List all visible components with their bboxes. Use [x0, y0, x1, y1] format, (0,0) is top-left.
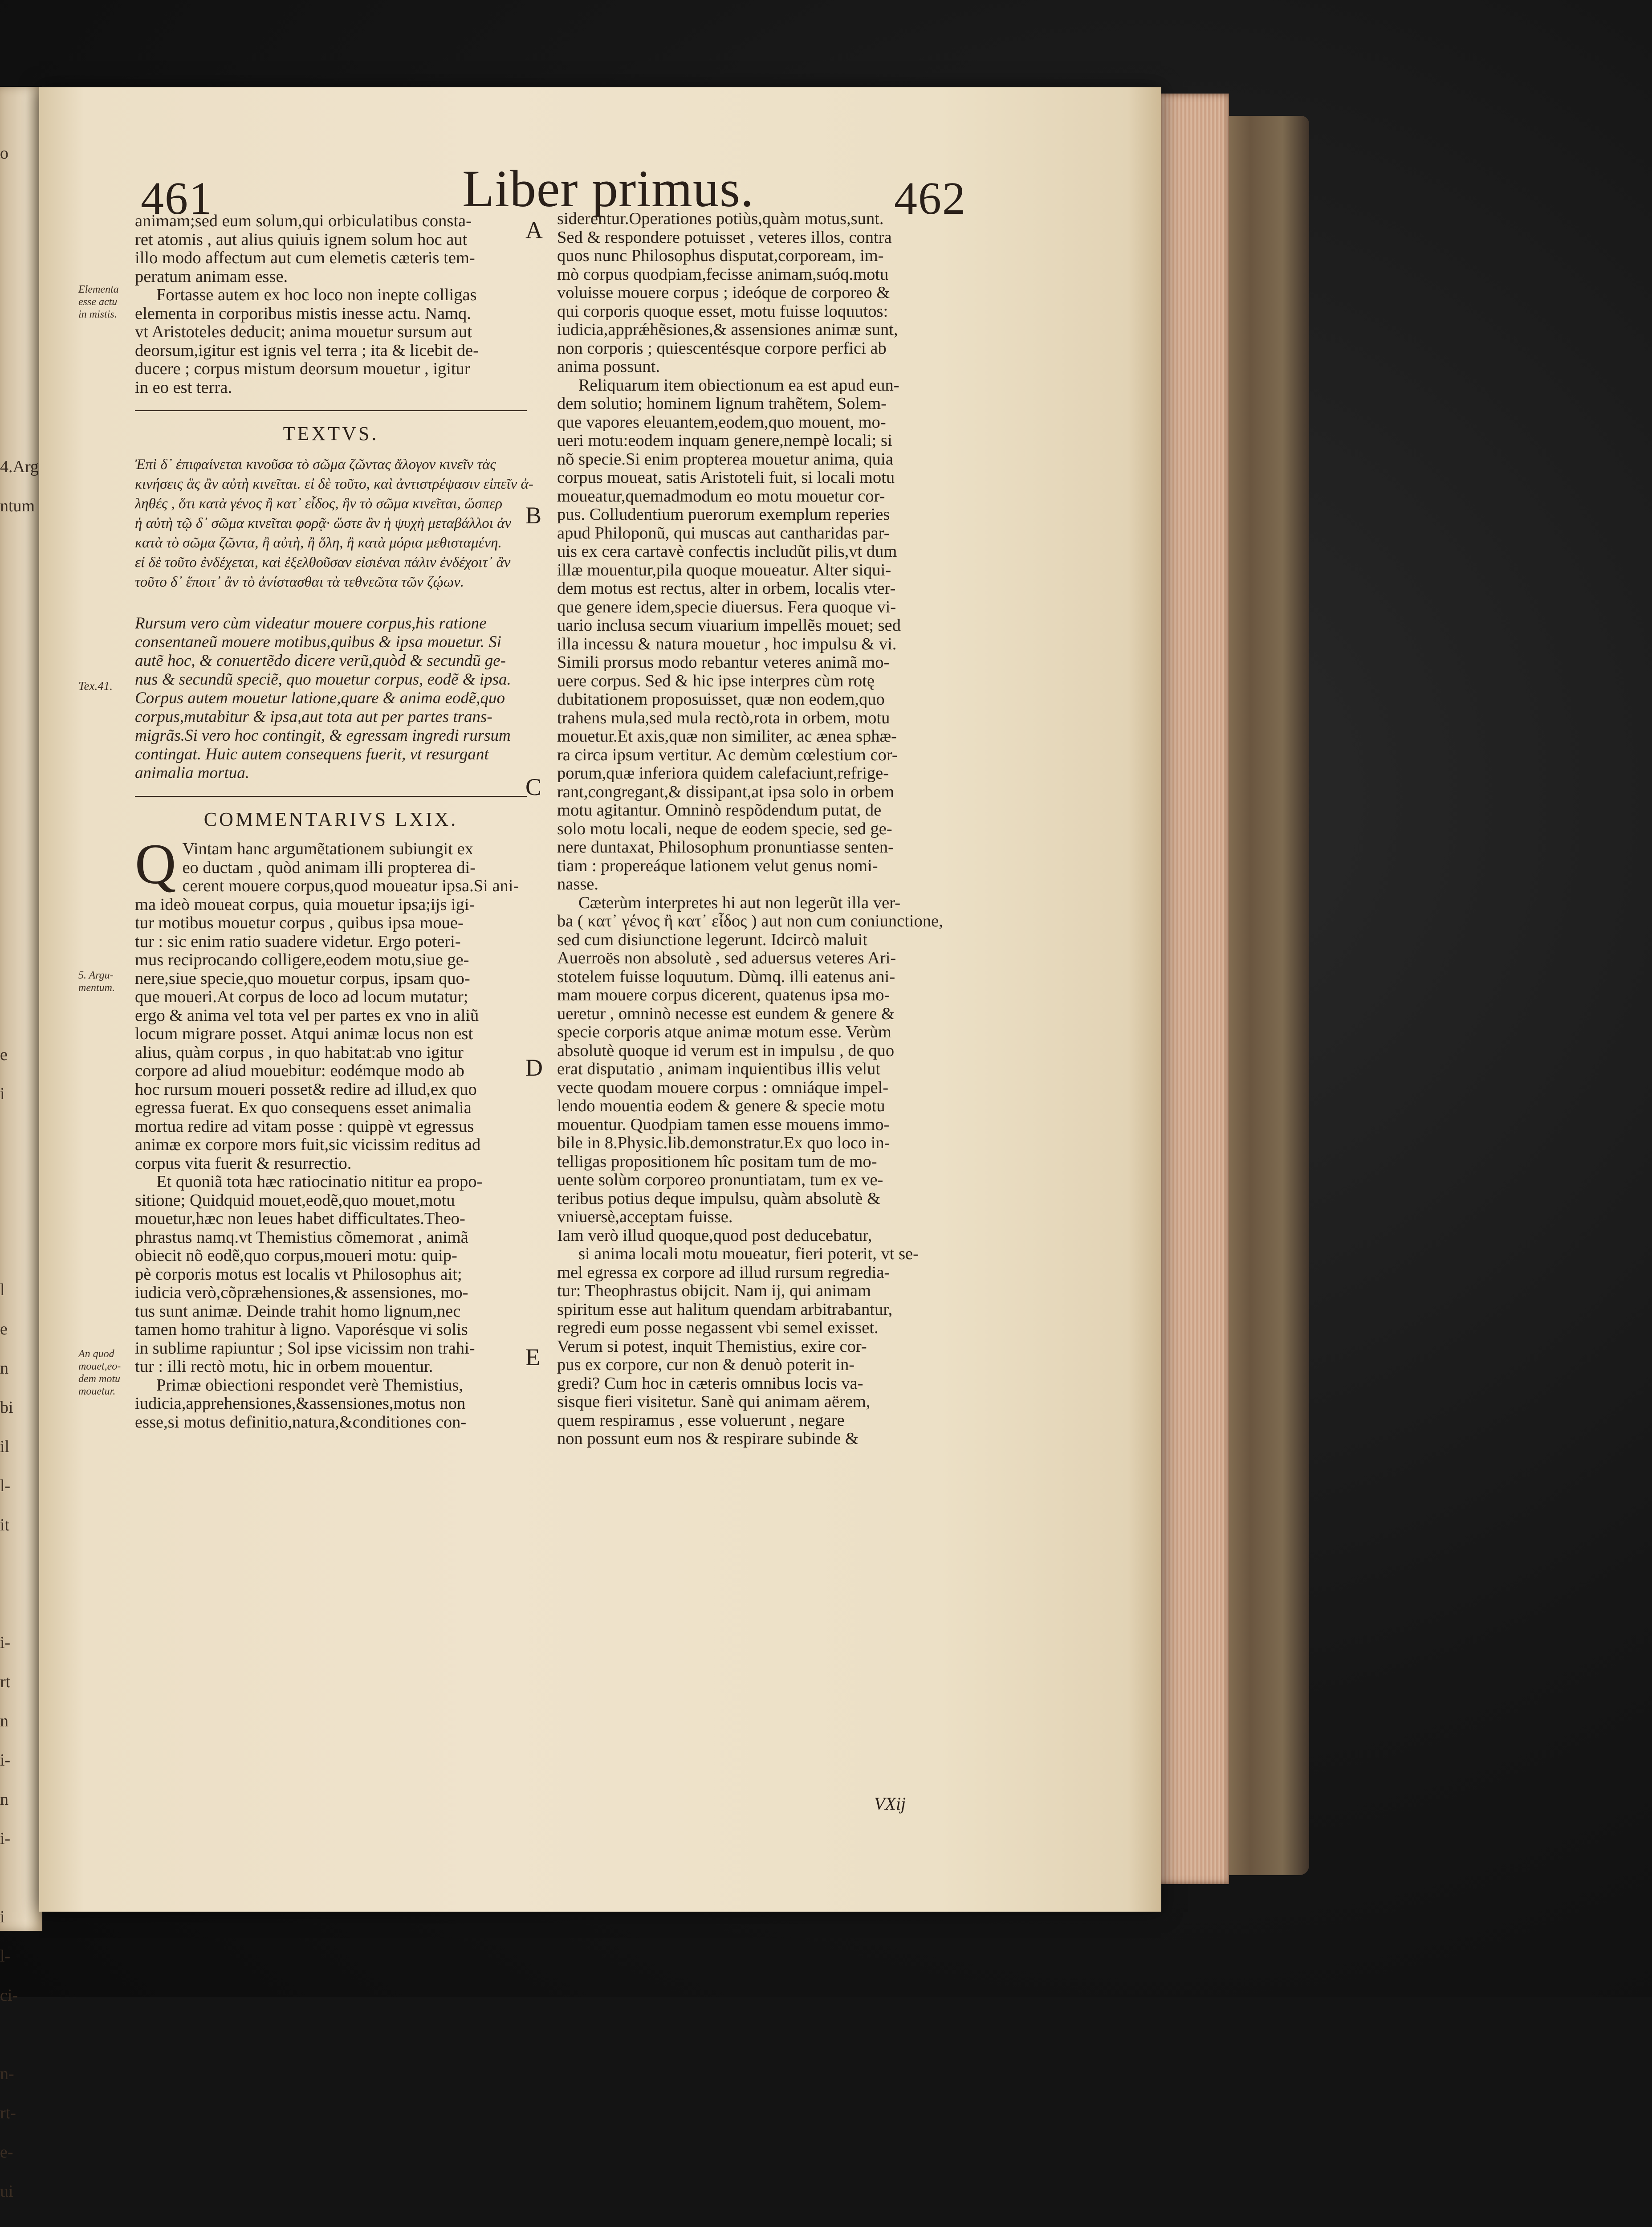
margin-note-line: dem motu: [78, 1373, 120, 1385]
text-line: hoc rursum moueri posset& redire ad illud,ex quo: [135, 1080, 477, 1099]
text-line: Auerroës non absolutè , sed aduersus veteres Ari-: [557, 949, 896, 967]
opening-paragraph: [135, 212, 580, 286]
text-line: tur : sic enim ratio suadere videtur. Ergo poteri-: [135, 932, 461, 951]
text-line: Et quoniã tota hæc ratiocinatio nititur ea propo-: [156, 1172, 483, 1191]
text-line: κινήσεις ἃς ἂν αὐτὴ κινεῖται. εἰ δὲ τοῦτο, καὶ ἀντιστρέψασιν εἰπεῖν ἀ-: [135, 476, 533, 492]
margin-fragment: bi: [0, 1398, 13, 1417]
text-line: gredi? Cum hoc in cæteris omnibus locis va-: [557, 1374, 863, 1393]
text-line: teribus potius deque impulsu, quàm absolutè &: [557, 1189, 881, 1208]
text-line: quem respiramus , esse voluerunt , negare: [557, 1411, 845, 1430]
text-line: pus ex corpore, cur non & denuò poterit in-: [557, 1355, 855, 1374]
text-line: spiritum esse aut halitum quendam arbitrabantur,: [557, 1300, 893, 1319]
text-line: Iam verò illud quoque,quod post deducebatur,: [557, 1226, 872, 1245]
margin-fragment: [0, 957, 40, 996]
text-line: pè corporis motus est localis vt Philosophus ait;: [135, 1264, 462, 1284]
text-line: erat disputatio , animam inquientibus illis velut: [557, 1060, 881, 1078]
margin-fragment: 4.Arg: [0, 457, 39, 476]
margin-fragment: i: [0, 1908, 5, 1926]
margin-fragment: [0, 1858, 40, 1897]
text-line: dubitationem proposuisset, quæ non eodem,quo: [557, 690, 885, 709]
margin-fragment: rt-: [0, 2104, 16, 2122]
text-line: ra circa ipsum vertitur. Ac demùm cœlestium cor-: [557, 745, 898, 764]
text-line: ueretur , omninò necesse est eundem & genere &: [557, 1004, 895, 1023]
margin-note-argumentum: [78, 969, 115, 994]
text-line: ret atomis , aut alius quiuis ignem solum hoc aut: [135, 230, 468, 249]
text-line: τοῦτο δ᾽ ἕποιτ᾽ ἂν τὸ ἀνίστασθαι τὰ τεθνεῶτα τῶν ζῴων.: [135, 574, 464, 590]
text-line: mel egressa ex corpore ad illud rursum regredia-: [557, 1263, 890, 1282]
horizontal-rule: [135, 796, 527, 797]
text-line: sed cum disiunctione legerunt. Idcircò maluit: [557, 930, 868, 949]
margin-note-line: Elementa: [78, 284, 119, 295]
text-line: dem solutio; hominem lignum trahẽtem, Solem-: [557, 394, 887, 413]
text-line: κατὰ τὸ σῶμα ζῶντα, ἢ αὐτὴ, ἢ ὅλη, ἢ κατὰ μόρια μεθισταμένη.: [135, 534, 502, 551]
text-line: corpus moueat, satis Aristoteli fuit, si locali motu: [557, 468, 895, 487]
text-line: εἰ δὲ τοῦτο ἐνδέχεται, καὶ ἐξελθοῦσαν εἰσιέναι πάλιν ἐνδέχοιτ᾽ ἂν: [135, 554, 511, 571]
running-head: Liber primus.: [462, 159, 754, 218]
text-line: que genere idem,specie diuersus. Fera quoque vi-: [557, 597, 896, 616]
text-line: telligas propositionem hîc positam tum de mo-: [557, 1152, 877, 1171]
text-line: Ἐπὶ δ᾽ ἐπιφαίνεται κινοῦσα τὸ σῶμα ζῶντας ἄλογον κινεῖν τὰς: [135, 456, 496, 473]
margin-fragment: i-: [0, 1633, 11, 1652]
text-line: in sublime rapiuntur ; Sol ipse vicissim non trahi-: [135, 1338, 475, 1358]
margin-note-line: mentum.: [78, 982, 115, 994]
text-line: elementa in corporibus mistis inesse actu. Namq.: [135, 304, 471, 323]
text-line: que vapores eleuantem,eodem,quo mouent, mo-: [557, 412, 886, 432]
left-page-number: 461: [141, 173, 213, 224]
text-line: ueri motu:eodem inquam genere,nempè locali; si: [557, 431, 892, 450]
margin-note-line: An quod: [78, 1348, 114, 1360]
greek-text-block: [135, 455, 580, 592]
text-line: bile in 8.Physic.lib.demonstratur.Ex quo loco in-: [557, 1134, 890, 1152]
margin-fragment: i-: [0, 1829, 11, 1848]
text-line: Corpus autem mouetur latione,quare & anima eodẽ,quo: [135, 689, 505, 707]
text-line: tur motibus mouetur corpus , quibus ipsa moue-: [135, 914, 464, 932]
text-line: consentaneũ mouere motibus,quibus & ipsa mouetur. Si: [135, 632, 501, 651]
margin-fragment: [0, 918, 40, 957]
text-line: eo ductam , quòd animam illi propterea di-: [182, 858, 476, 877]
text-line: nõ specie.Si enim propterea mouetur anima, quia: [557, 449, 893, 469]
margin-fragment: [0, 212, 40, 251]
text-line: voluisse mouere corpus ; ideóque de corporeo &: [557, 283, 890, 302]
text-line: anima possunt.: [557, 357, 660, 376]
text-line: tus sunt animæ. Deinde trahit homo lignum,nec: [135, 1301, 461, 1321]
text-line: lendo mouentia eodem & genere & specie motu: [557, 1097, 885, 1115]
margin-fragment: i: [0, 1085, 5, 1103]
margin-note-line: mouetur.: [78, 1386, 116, 1397]
text-line: phrastus namq.vt Themistius cõmemorat , animã: [135, 1228, 468, 1247]
text-line: corpus vita fuerit & resurrectio.: [135, 1154, 352, 1173]
textus-heading: TEXTVS.: [283, 423, 379, 445]
text-line: egressa fuerat. Ex quo consequens esset animalia: [135, 1098, 472, 1117]
margin-fragment: it: [0, 1516, 10, 1534]
text-line: motu agitantur. Omninò respõdendum putat, de: [557, 801, 882, 820]
text-line: esse,si motus definitio,natura,&conditiones con-: [135, 1412, 467, 1432]
text-line: peratum animam esse.: [135, 267, 288, 286]
margin-fragment: [0, 761, 40, 800]
text-line: regredi eum posse negassent vbi semel exisset.: [557, 1318, 879, 1337]
text-line: pus. Colludentium puerorum exemplum reperies: [557, 505, 890, 524]
text-line: mus reciprocando colligere,eodem motu,siue ge-: [135, 950, 469, 969]
text-line: migrãs.Si vero hoc contingit, & egressam ingredi rursum: [135, 726, 511, 745]
margin-note-line: esse actu: [78, 296, 118, 308]
commentary-heading: COMMENTARIVS LXIX.: [203, 808, 458, 830]
text-line: porum,quæ inferiora quidem calefaciunt,refrige-: [557, 764, 889, 783]
text-line: vecte quodam mouere corpus : omniáque impel-: [557, 1078, 889, 1097]
section-letter-c: C: [525, 774, 542, 800]
margin-fragment: i-: [0, 1751, 11, 1770]
text-line: iudicia verò,cõpræhensiones,& assensiones, mo-: [135, 1283, 468, 1302]
margin-fragment: [0, 565, 40, 604]
commentary-block: [135, 832, 580, 1432]
text-line: in eo est terra.: [135, 378, 232, 397]
margin-note-elementa: [78, 283, 119, 321]
text-line: rant,congregant,& dissipant,at ipsa solo in orbem: [557, 782, 895, 801]
text-line: non corporis ; quiescentésque corpore perfici ab: [557, 339, 887, 358]
right-column: [557, 210, 1016, 1448]
margin-fragment: [0, 878, 40, 918]
margin-fragment: [0, 1584, 40, 1623]
margin-fragment: ui: [0, 2182, 13, 2201]
text-line: trahens mula,sed mula rectò,rota in orbem, motu: [557, 708, 890, 727]
latin-translation-block: [135, 614, 580, 783]
text-line: tiam : propereáque lationem velut genus nomi-: [557, 856, 878, 875]
margin-fragment: l: [0, 1281, 5, 1299]
margin-fragment: e-: [0, 2143, 13, 2162]
text-line: solo motu locali, neque de eodem specie, sed ge-: [557, 819, 892, 838]
text-line: apud Philoponũ, qui muscas aut cantharidas par-: [557, 523, 890, 542]
text-line: corpus,mutabitur & ipsa,aut tota aut per partes trans-: [135, 707, 492, 726]
text-line: Rursum vero cùm videatur mouere corpus,his ratione: [135, 614, 487, 632]
margin-fragment: [0, 2211, 40, 2227]
text-line: nus & secundũ speciẽ, quo mouetur corpus, eodẽ & ipsa.: [135, 670, 511, 689]
text-line: illa incessu & natura mouetur , hoc impulsu & vi.: [557, 634, 897, 653]
text-line: iudicia,apprǽhẽsiones,& assensiones animæ sunt,: [557, 320, 898, 339]
previous-page-margin-text: [0, 134, 40, 2201]
text-line: deorsum,igitur est ignis vel terra ; ita & licebit de-: [135, 341, 479, 360]
text-line: vt Aristoteles deducit; anima mouetur sursum aut: [135, 322, 472, 341]
text-line: Simili prorsus modo rebantur veteres animã mo-: [557, 653, 890, 672]
text-line: tur : illi rectò motu, hic in orbem mouentur.: [135, 1357, 433, 1376]
horizontal-rule: [135, 410, 527, 411]
text-line: dem motus est rectus, alter in orbem, localis vter-: [557, 579, 896, 598]
drop-capital: Q: [135, 832, 176, 896]
margin-fragment: n-: [0, 2064, 14, 2083]
text-line: Cæterùm interpretes hi aut non legerũt illa ver-: [578, 893, 901, 912]
text-line: alius, quàm corpus , in quo habitat:ab vno igitur: [135, 1043, 464, 1062]
text-line: sisque fieri visitetur. Sanè qui animam aërem,: [557, 1392, 871, 1411]
margin-fragment: [0, 369, 40, 408]
margin-fragment: [0, 800, 40, 839]
margin-note-tex: Tex.41.: [78, 679, 113, 693]
text-line: moueatur,quemadmodum eo motu mouetur cor-: [557, 486, 885, 506]
text-line: nasse.: [557, 875, 599, 893]
right-page-number: 462: [894, 173, 966, 224]
text-line: que moueri.At corpus de loco ad locum mutatur;: [135, 987, 468, 1006]
text-line: stotelem fuisse loquutum. Dùmq. illi eatenus ani-: [557, 967, 895, 986]
text-line: cerent mouere corpus,quod moueatur ipsa.Si ani-: [182, 877, 519, 895]
text-line: corpore ad aliud mouebitur: eodémque modo ab: [135, 1061, 464, 1080]
text-line: uere corpus. Sed & hic ipse interpres cùm rotę: [557, 671, 875, 690]
margin-fragment: o: [0, 144, 8, 163]
text-line: tamen homo trahitur à ligno. Vaporésque vi solis: [135, 1320, 468, 1339]
left-column: [135, 212, 580, 1432]
margin-fragment: [0, 526, 40, 565]
section-letter-b: B: [525, 502, 542, 529]
text-line: uente solùm corporeo pronuntiatam, tum ex ve-: [557, 1171, 883, 1189]
margin-fragment: ci-: [0, 1986, 18, 2005]
margin-fragment: [0, 408, 40, 447]
text-line: siderentur.Operationes potiùs,quàm motus,sunt.: [557, 209, 884, 228]
text-line: mò corpus quodpiam,fecisse animam,suóq.motu: [557, 265, 889, 284]
section-letter-d: D: [525, 1054, 543, 1081]
signature-mark: VXij: [874, 1794, 906, 1814]
text-line: ducere ; corpus mistum deorsum mouetur , igitur: [135, 359, 470, 378]
margin-fragment: [0, 1114, 40, 1153]
margin-fragment: [0, 643, 40, 682]
text-line: mam mouere corpus dicerent, quatenus ipsa mo-: [557, 986, 890, 1004]
text-line: mouetur,hæc non leues habet difficultates.Theo-: [135, 1209, 465, 1228]
text-line: nere,siue specie,quo mouetur corpus, ipsam quo-: [135, 969, 470, 988]
margin-fragment: e: [0, 1320, 8, 1338]
text-line: specie corporis atque animæ motum esse. Verùm: [557, 1023, 891, 1041]
text-line: ergo & anima vel tota vel per partes ex vno in aliũ: [135, 1006, 479, 1025]
margin-fragment: n: [0, 1790, 8, 1809]
margin-fragment: [0, 173, 40, 212]
text-line: contingat. Huic autem consequens fuerit, vt resurgant: [135, 745, 489, 763]
margin-fragment: [0, 251, 40, 290]
text-line: Verum si potest, inquit Themistius, exire cor-: [557, 1337, 867, 1356]
text-line: tur: Theophrastus obijcit. Nam ij, qui animam: [557, 1281, 871, 1300]
text-line: Reliquarum item obiectionum ea est apud eun-: [578, 375, 899, 395]
text-line: mouetur.Et axis,quæ non similiter, ac ænea sphæ-: [557, 727, 897, 746]
text-line: qui corporis quoque esset, motu fuisse loquutos:: [557, 302, 888, 321]
text-line: autẽ hoc, & conuertẽdo dicere verũ,quòd & secundũ ge-: [135, 651, 506, 670]
margin-fragment: [0, 290, 40, 330]
margin-note-an-quod: [78, 1348, 121, 1398]
margin-fragment: [0, 604, 40, 643]
text-line: uis ex cera cartavè confectis includũt pilis,vt dum: [557, 542, 897, 561]
text-line: absolutè quoque id verum est in impulsu , de quo: [557, 1041, 895, 1060]
text-line: Vintam hanc argumẽtationem subiungit ex: [182, 840, 473, 858]
margin-fragment: [0, 682, 40, 722]
margin-fragment: e: [0, 1045, 8, 1064]
text-line: vniuersè,acceptam fuisse.: [557, 1207, 733, 1226]
margin-fragment: [0, 839, 40, 878]
text-line: si anima locali motu moueatur, fieri poterit, vt se-: [578, 1244, 919, 1263]
margin-fragment: [0, 722, 40, 761]
margin-fragment: [0, 1192, 40, 1231]
text-line: locum migrare posset. Atqui animæ locus non est: [135, 1024, 473, 1043]
margin-fragment: [0, 1231, 40, 1270]
text-line: Primæ obiectioni respondet verè Themistius,: [156, 1375, 463, 1395]
margin-fragment: il: [0, 1437, 10, 1456]
text-line: illo modo affectum aut cum elemetis cæteris tem-: [135, 249, 475, 267]
text-line: quos nunc Philosophus disputat,corpoream, im-: [557, 246, 884, 265]
text-line: mouentur. Quodpiam tamen esse mouens immo-: [557, 1115, 890, 1134]
text-line: uario inclusa secum viuarium impellẽs mouet; sed: [557, 616, 901, 635]
text-line: Fortasse autem ex hoc loco non inepte colligas: [156, 286, 477, 304]
text-line: iudicia,apprehensiones,&assensiones,motus non: [135, 1394, 466, 1413]
text-line: ma ideò moueat corpus, quia mouetur ipsa;ijs igi-: [135, 895, 475, 914]
margin-note-line: in mistis.: [78, 309, 117, 320]
margin-fragment: [0, 2015, 40, 2054]
margin-fragment: rt: [0, 1672, 11, 1691]
text-line: non possunt eum nos & respirare subinde &: [557, 1429, 859, 1448]
margin-fragment: [0, 996, 40, 1035]
margin-fragment: [0, 1153, 40, 1192]
text-line: Sed & respondere potuisset , veteres illos, contra: [557, 228, 892, 247]
margin-note-line: mouet,eo-: [78, 1361, 121, 1372]
section-letter-a: A: [525, 217, 543, 244]
text-line: animam;sed eum solum,qui orbiculatibus consta-: [135, 212, 472, 230]
text-line: sitione; Quidquid mouet,eodẽ,quo mouet,motu: [135, 1191, 455, 1210]
text-line: animæ ex corpore mors fuit,sic vicissim reditus ad: [135, 1135, 481, 1154]
text-line: animalia mortua.: [135, 763, 249, 782]
text-line: illæ mouentur,pila quoque moueatur. Alter siqui-: [557, 560, 891, 579]
text-line: obiecit nõ eodẽ,quo corpus,moueri motu: quip-: [135, 1246, 457, 1265]
text-line: ἡ αὐτὴ τῷ δ᾽ σῶμα κινεῖται φορᾷ· ὥστε ἂν ἡ ψυχὴ μεταβάλλοι ἀν: [135, 515, 512, 531]
paragraph-fortasse: [135, 286, 580, 397]
margin-fragment: n: [0, 1359, 8, 1378]
section-letter-e: E: [525, 1344, 540, 1370]
text-line: ληθές , ὅτι κατὰ γένος ἢ κατ᾽ εἶδος, ἣν τὸ σῶμα κινεῖται, ὥσπερ: [135, 495, 502, 512]
margin-note-line: 5. Argu-: [78, 970, 114, 981]
book-page: [39, 87, 1161, 1912]
margin-fragment: n: [0, 1712, 8, 1730]
margin-fragment: ntum: [0, 497, 35, 515]
margin-fragment: [0, 1545, 40, 1584]
margin-fragment: [0, 330, 40, 369]
text-line: mortua redire ad vitam posse : quippè vt egressus: [135, 1117, 474, 1136]
margin-fragment: l-: [0, 1477, 11, 1495]
margin-fragment: l-: [0, 1947, 11, 1966]
text-line: ba ( κατ᾽ γένος ἢ κατ᾽ εἶδος ) aut non cum coniunctione,: [557, 912, 943, 930]
text-line: nere duntaxat, Philosophum pronuntiasse senten-: [557, 838, 894, 857]
